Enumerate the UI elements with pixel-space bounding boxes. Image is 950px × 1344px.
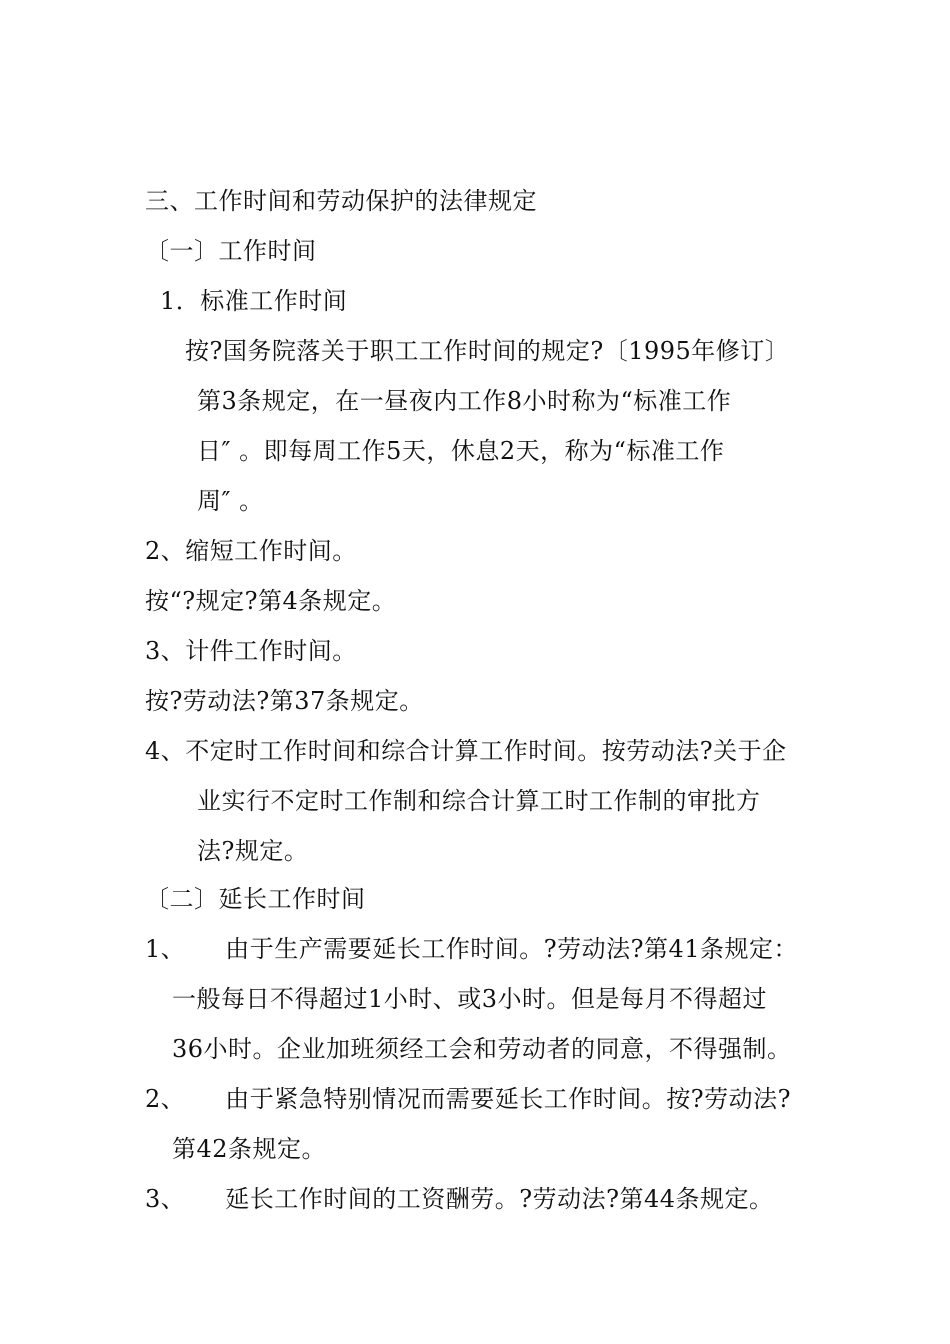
list-number: 2、 [145, 1085, 186, 1113]
overtime-item-1 [145, 934, 798, 964]
paragraph-text: 由于生产需要延长工作时间。?劳动法?第41条规定： [225, 935, 799, 963]
list-number: 3、 [145, 1185, 186, 1213]
item-title-shortened-work-time: 2、缩短工作时间。 [145, 537, 357, 565]
paragraph-text: 由于紧急特别情况而需要延长工作时间。按?劳动法? [225, 1085, 792, 1113]
paragraph-line: 业实行不定时工作制和综合计算工时工作制的审批方 [197, 787, 761, 815]
section-title-work-time: 〔一〕工作时间 [145, 237, 317, 265]
paragraph-line: 第42条规定。 [172, 1135, 327, 1163]
paragraph-line: 法?规定。 [197, 837, 309, 865]
overtime-item-2 [145, 1084, 791, 1114]
paragraph-text: 延长工作时间的工资酬劳。?劳动法?第44条规定。 [225, 1185, 774, 1213]
overtime-item-3 [145, 1184, 774, 1214]
paragraph-line: 日″ 。即每周工作5天，休息2天，称为“标准工作 [197, 437, 725, 465]
main-heading: 三、工作时间和劳动保护的法律规定 [145, 187, 537, 215]
paragraph-line: 按“?规定?第4条规定。 [145, 587, 397, 615]
section-title-overtime: 〔二〕延长工作时间 [145, 885, 366, 913]
item-title-flexible-work-time: 4、不定时工作时间和综合计算工作时间。按劳动法?关于企 [145, 737, 787, 765]
item-title-standard-work-time: 1．标准工作时间 [160, 287, 348, 315]
paragraph-line: 周″ 。 [197, 487, 264, 515]
paragraph-line: 第3条规定，在一昼夜内工作8小时称为“标准工作 [197, 387, 732, 415]
paragraph-line: 按?国务院落关于职工工作时间的规定?〔1995年修订〕 [185, 337, 790, 365]
paragraph-line: 按?劳动法?第37条规定。 [145, 687, 424, 715]
paragraph-line: 一般每日不得超过1小时、或3小时。但是每月不得超过 [172, 985, 768, 1013]
paragraph-line: 36小时。企业加班须经工会和劳动者的同意，不得强制。 [172, 1035, 792, 1063]
list-number: 1、 [145, 935, 186, 963]
item-title-piecework-time: 3、计件工作时间。 [145, 637, 357, 665]
